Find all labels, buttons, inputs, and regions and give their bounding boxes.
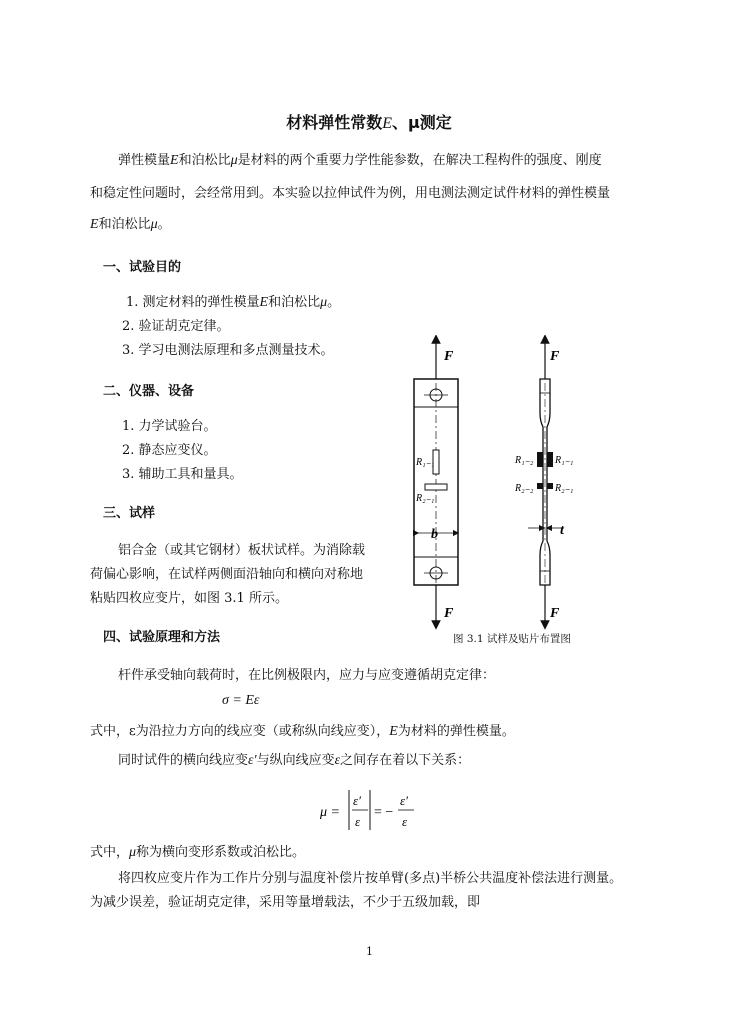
paragraph-text: 式中，ε为沿拉力方向的线应变（或称纵向线应变），	[90, 724, 390, 739]
paragraph-text: 式中，	[90, 845, 130, 860]
section-heading-3: 三、试样	[103, 506, 156, 521]
force-label: F	[550, 606, 560, 621]
intro-text: 弹性模量	[118, 153, 171, 168]
specimen-side-view	[514, 339, 573, 625]
list-item: 3. 学习电测法原理和多点测量技术。	[122, 343, 334, 358]
symbol-mu: μ	[129, 845, 137, 860]
figure-specimen	[400, 335, 610, 630]
intro-text: 和泊松比	[178, 153, 231, 168]
symbol-mu: μ	[150, 217, 158, 232]
gauge-r2-2	[537, 483, 543, 489]
dim-label-b: b	[431, 527, 438, 542]
list-item: 2. 验证胡克定律。	[122, 319, 230, 334]
list-item: 1. 力学试验台。	[122, 419, 217, 434]
gauge-r1-2	[537, 452, 543, 467]
page-title	[0, 110, 738, 133]
eq-numerator: ε′	[353, 793, 361, 808]
intro-line-1	[118, 153, 602, 170]
list-text: 和泊松比	[268, 295, 321, 310]
intro-line-3	[90, 217, 171, 234]
label-r2-2: R₂₋₂	[515, 483, 534, 494]
label-r1-1-side: R₁₋₁	[555, 455, 574, 466]
page-number: 1	[366, 945, 373, 958]
intro-text: 是材料的两个重要力学性能参数，在解决工程构件的强度、刚度	[237, 153, 602, 168]
label-r1-2: R₁₋₂	[515, 455, 534, 466]
symbol-e: E	[259, 295, 269, 310]
symbol-epsilon-prime: ε′	[248, 753, 257, 768]
gauge-r1-1-side	[547, 452, 553, 467]
dim-label-t: t	[560, 523, 564, 538]
equation-poisson	[318, 786, 428, 836]
intro-text: 和泊松比	[98, 217, 151, 232]
paragraph-text: 与纵向线应变	[256, 753, 335, 768]
section-heading-2: 二、仪器、设备	[103, 384, 195, 399]
paragraph-line: 杆件承受轴向载荷时，在比例极限内，应力与应变遵循胡克定律：	[118, 668, 496, 683]
list-item: 2. 静态应变仪。	[122, 443, 217, 458]
paragraph-line	[90, 724, 515, 741]
paragraph-text: 之间存在着以下关系：	[340, 753, 471, 768]
symbol-e: E	[90, 217, 99, 232]
eq-mu: μ =	[320, 805, 340, 820]
paragraph-line: 铝合金（或其它钢材）板状试样。为消除载	[118, 543, 366, 558]
paragraph-line: 粘贴四枚应变片，如图 3.1 所示。	[90, 591, 288, 606]
force-label: F	[550, 349, 560, 364]
paragraph-line: 为减少误差，验证胡克定律，采用等量增载法，不少于五级加载，即	[90, 895, 481, 910]
paragraph-text: 为材料的弹性模量。	[397, 724, 515, 739]
symbol-epsilon: ε	[334, 753, 341, 768]
list-item: 3. 辅助工具和量具。	[122, 467, 243, 482]
eq-denominator-2: ε	[402, 814, 408, 829]
title-e: E	[382, 115, 392, 132]
intro-line-2: 和稳定性问题时，会经常用到。本实验以拉伸试件为例，用电测法测定试件材料的弹性模量	[90, 186, 611, 201]
paragraph-text: 同时试件的横向线应变	[118, 753, 249, 768]
list-text: 。	[327, 295, 341, 310]
eq-equals: = −	[374, 805, 394, 820]
paragraph-line: 将四枚应变片作为工作片分别与温度补偿片按单臂(多点)半桥公共温度补偿法进行测量。	[118, 871, 623, 886]
gauge-r2-1-side	[547, 483, 553, 489]
symbol-mu: μ	[320, 295, 328, 310]
force-label: F	[444, 349, 454, 364]
section-heading-4: 四、试验原理和方法	[103, 630, 221, 645]
equation-hooke: σ = Eε	[222, 693, 260, 708]
paragraph-line	[118, 753, 470, 770]
label-r2-1-side: R₂₋₁	[555, 483, 574, 494]
title-rest: 、μ测定	[392, 113, 452, 132]
paragraph-text: 称为横向变形系数或泊松比。	[136, 845, 306, 860]
section-heading-1: 一、试验目的	[103, 260, 182, 275]
symbol-e: E	[170, 153, 179, 168]
figure-caption: 图 3.1 试样及贴片布置图	[453, 633, 571, 645]
eq-denominator: ε	[355, 814, 361, 829]
force-label: F	[444, 606, 454, 621]
title-text: 材料弹性常数	[286, 113, 383, 132]
list-item	[126, 295, 340, 312]
specimen-front-view	[414, 339, 458, 625]
paragraph-line: 荷偏心影响，在试样两侧面沿轴向和横向对称地	[90, 567, 364, 582]
list-text: 1. 测定材料的弹性模量	[126, 295, 260, 310]
symbol-mu: μ	[230, 153, 238, 168]
label-r1-1: R₁₋₁	[416, 457, 435, 468]
gauge-r2-1	[425, 484, 447, 490]
label-r2-1: R₂₋₁	[416, 493, 435, 504]
eq-numerator-2: ε′	[400, 793, 408, 808]
intro-text: 。	[157, 217, 171, 232]
symbol-e: E	[389, 724, 398, 739]
paragraph-line	[90, 845, 305, 862]
